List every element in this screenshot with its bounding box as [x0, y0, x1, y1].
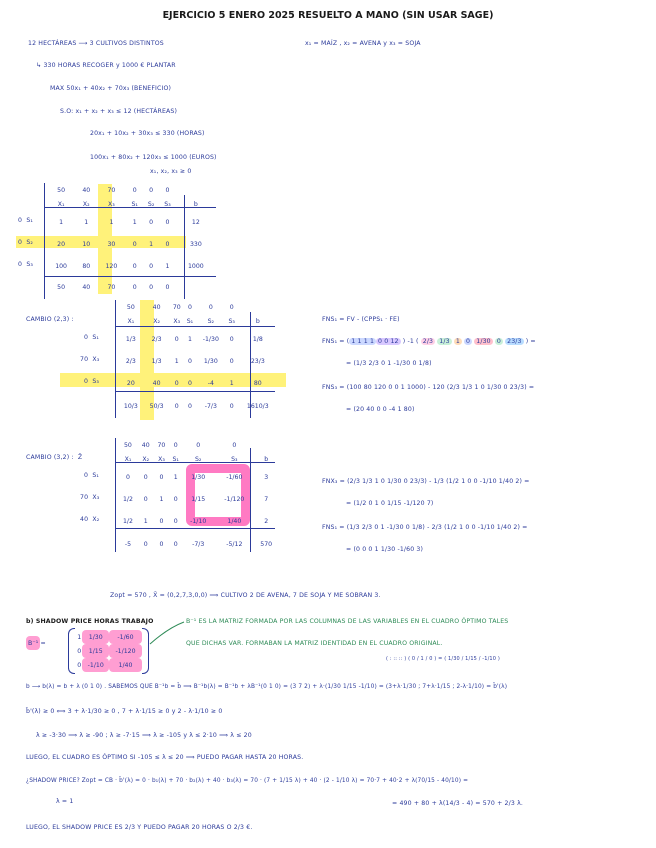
shadow-line-7: LUEGO, EL SHADOW PRICE ES 2/3 Y PUEDO PAGAR 20 HORAS O 2/3 €. [26, 824, 253, 831]
arrow-icon [148, 618, 188, 648]
table3-grid: 50 40 70 0 0 0 X₁ X₂ X₃ S₁ S₂ S₃ b 0 0 0 1 1/30 -1/60 3 1/2 0 1 0 1/15 -1/120 7 1/2 1 0 0 -1/10 1/40 2 -5 0 0 0 -7/3 -5/12 570 [122, 441, 273, 548]
ops2-fns3-row: FNS₃ = (100 80 120 0 0 1 1000) - 120 (2/3 1/3 1 0 1/30 0 23/3) = [322, 384, 535, 391]
conclusion: Zopt = 570 , X̄ = (0,2,7,3,0,0) ⟹ CULTIVO 2 DE AVENA, 7 DE SOJA Y ME SOBRAN 3. [110, 592, 381, 599]
table3-label: CAMBIO (3,2) : Z̄ [26, 454, 83, 461]
shadow-line-3: λ ≥ -3·30 ⟹ λ ≥ -90 ; λ ≥ -7·15 ⟹ λ ≥ -105 y λ ≤ 2·10 ⟹ λ ≤ 20 [36, 732, 252, 739]
ops3-fnx3-row: FNX₃ = (2/3 1/3 1 0 1/30 0 23/3) - 1/3 (1/2 1 0 0 -1/10 1/40 2) = [322, 478, 530, 485]
ops2-fns1-row: FNS₁ = ( 1 1 1 1 0 0 12 ) -1 ( 2/3 1/3 1 0 1/30 0 23/3 ) = [322, 338, 536, 345]
binv-label: B⁻¹ = [28, 640, 46, 647]
binv-matrix: 1 1/30 -1/60 0 1/15 -1/120 0 -1/10 1/40 [76, 630, 142, 672]
page-title: EJERCICIO 5 ENERO 2025 RESUELTO A MANO (SIN USAR SAGE) [162, 10, 494, 21]
shadow-line-5b: λ = 1 [56, 798, 74, 805]
constraint-4: x₁, x₂, x₃ ≥ 0 [150, 168, 192, 175]
objective: MAX 50x₁ + 40x₂ + 70x₃ (BENEFICIO) [50, 85, 172, 92]
intro-line2: ↳ 330 HORAS RECOGER y 1000 € PLANTAR [36, 62, 176, 69]
ops2-fns3-result: = (20 40 0 0 -4 1 80) [346, 406, 415, 413]
shadow-line-6: = 490 + 80 + λ(14/3 - 4) = 570 + 2/3 λ. [392, 800, 524, 807]
table1-grid: 50 40 70 0 0 0 X₁ X₂ X₃ S₁ S₂ S₃ b 1 1 1 1 0 0 12 20 10 30 0 1 0 330 100 80 120 0 0 1 1000 50 40 70 0 0 0 [55, 186, 204, 291]
shadow-line-2: b̄'(λ) ≥ 0 ⟺ 3 + λ·1/30 ≥ 0 , 7 + λ·1/15 ≥ 0 y 2 - λ·1/10 ≥ 0 [26, 708, 223, 715]
intro-vars: x₁ = MAÍZ , x₂ = AVENA y x₃ = SOJA [305, 40, 421, 47]
shadow-line-5: ¿SHADOW PRICE? Zopt = CB · b̄'(λ) = 0 · b₁(λ) + 70 · b₂(λ) + 40 · b₃(λ) = 70 · (7 + 1/15 λ) + 40 · (2 - 1/10 λ) = 70·7 + 40·2 + λ(70/15 - 40/10) = [26, 778, 469, 784]
ops2-formula: FNS₁ = FV - (CPPS₁ · FE) [322, 316, 400, 323]
side-calc: ( : :: :: ) ( 0 / 1 / 0 ) = ( 1/30 / 1/15 / -1/10 ) [386, 656, 500, 662]
ops2-fns1-result: = (1/3 2/3 0 1 -1/30 0 1/8) [346, 360, 432, 367]
table2-label: CAMBIO (2,3) : [26, 316, 74, 323]
shadow-line-4: LUEGO, EL CUADRO ES ÓPTIMO SI -105 ≤ λ ≤ 20 ⟹ PUEDO PAGAR HASTA 20 HORAS. [26, 754, 304, 761]
shadow-heading: b) SHADOW PRICE HORAS TRABAJO [26, 618, 154, 625]
intro-line1: 12 HECTÁREAS ⟶ 3 CULTIVOS DISTINTOS [28, 40, 164, 47]
ops3-fns1-result: = (0 0 0 1 1/30 -1/60 3) [346, 546, 424, 553]
constraint-2: 20x₁ + 10x₂ + 30x₃ ≤ 330 (HORAS) [90, 130, 205, 137]
ops3-fns1-row: FNS₁ = (1/3 2/3 0 1 -1/30 0 1/8) - 2/3 (1/2 1 0 0 -1/10 1/40 2) = [322, 524, 528, 531]
shadow-line-1: b ⟶ b(λ) = b + λ (0 1 0) . SABEMOS QUE B⁻¹b = b̄ ⟹ B⁻¹b(λ) = B⁻¹b + λB⁻¹(0 1 0) = (3 7 2) + λ·(1/30 1/15 -1/10) = (3+λ·1/30 ; 7+λ·1/15 ; 2-λ·1/10) = b̄'(λ) [26, 684, 508, 690]
ops3-fnx3-result: = (1/2 0 1 0 1/15 -1/120 7) [346, 500, 434, 507]
shadow-note-1: B⁻¹ ES LA MATRIZ FORMADA POR LAS COLUMNAS DE LAS VARIABLES EN EL CUADRO ÓPTIMO TALES [186, 618, 509, 625]
constraint-1: S.O: x₁ + x₂ + x₃ ≤ 12 (HECTÁREAS) [60, 108, 178, 115]
shadow-note-2: QUE DICHAS VAR. FORMABAN LA MATRIZ IDENTIDAD EN EL CUADRO ORIGINAL. [186, 640, 443, 647]
table2-grid: 50 40 70 0 0 0 X₁ X₂ X₃ S₁ S₂ S₃ b 1/3 2/3 0 1 -1/30 0 1/8 2/3 1/3 1 0 1/30 0 23/3 20 40 0 0 -4 1 80 10/3 50/3 0 0 -7/3 0 1610/3 [123, 303, 269, 410]
constraint-3: 100x₁ + 80x₂ + 120x₃ ≤ 1000 (EUROS) [90, 154, 217, 161]
